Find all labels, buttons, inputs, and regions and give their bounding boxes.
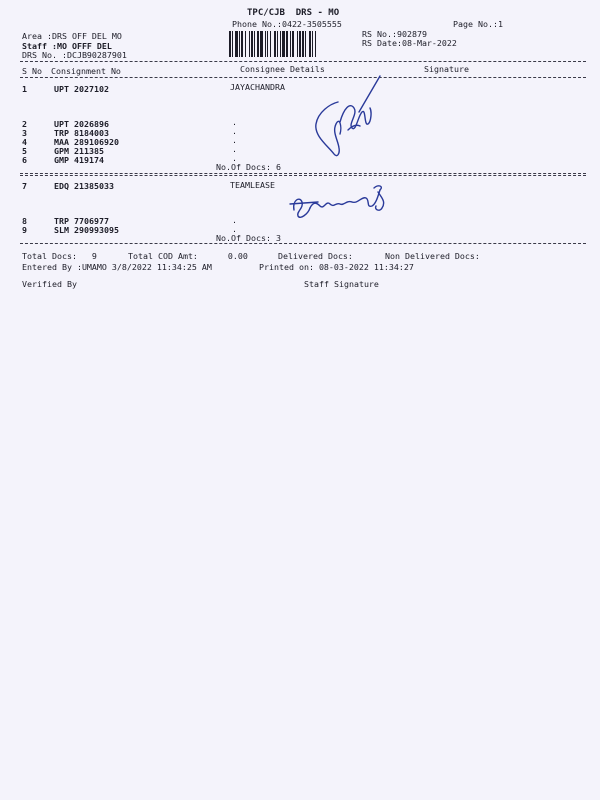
consignee-name: JAYACHANDRA xyxy=(230,82,285,92)
staff-signature: Staff Signature xyxy=(304,279,379,289)
column-consignee: Consignee Details xyxy=(240,64,325,74)
row-consignment: SLM 290993095 xyxy=(54,225,119,235)
row-consignment: UPT 2026896 xyxy=(54,119,109,129)
row-sno: 4 xyxy=(22,137,27,147)
divider-header xyxy=(20,77,586,78)
row-consignment: MAA 289106920 xyxy=(54,137,119,147)
total-docs: Total Docs: 9 xyxy=(22,251,97,261)
row-sno: 1 xyxy=(22,84,27,94)
consignee-dot: . xyxy=(232,117,237,127)
row-sno: 7 xyxy=(22,181,27,191)
staff-label: Staff :MO OFFF DEL xyxy=(22,41,112,51)
printed-on: Printed on: 08-03-2022 11:34:27 xyxy=(259,262,414,272)
delivered-docs: Delivered Docs: xyxy=(278,251,353,261)
divider-totals xyxy=(20,243,586,244)
document-title: TPC/CJB DRS - MO xyxy=(247,8,340,18)
consignee-dot: . xyxy=(232,144,237,154)
row-consignment: GMP 419174 xyxy=(54,155,104,165)
barcode xyxy=(229,31,359,57)
row-sno: 8 xyxy=(22,216,27,226)
row-sno: 9 xyxy=(22,225,27,235)
divider-group xyxy=(20,173,586,174)
consignee-dot: . xyxy=(232,215,237,225)
row-consignment: UPT 2027102 xyxy=(54,84,109,94)
row-sno: 5 xyxy=(22,146,27,156)
group-doc-count: No.Of Docs: 6 xyxy=(216,162,281,172)
page-number: Page No.:1 xyxy=(453,19,503,29)
divider-group xyxy=(20,175,586,176)
column-sno: S No xyxy=(22,66,42,76)
consignee-name: TEAMLEASE xyxy=(230,180,275,190)
consignee-dot: . xyxy=(232,153,237,163)
phone-number: Phone No.:0422-3505555 xyxy=(232,19,342,29)
consignee-dot: . xyxy=(232,135,237,145)
row-consignment: TRP 7706977 xyxy=(54,216,109,226)
verified-by: Verified By xyxy=(22,279,77,289)
non-delivered-docs: Non Delivered Docs: xyxy=(385,251,480,261)
row-consignment: GPM 211385 xyxy=(54,146,104,156)
row-sno: 3 xyxy=(22,128,27,138)
rs-date: RS Date:08-Mar-2022 xyxy=(362,38,457,48)
row-consignment: EDQ 21385033 xyxy=(54,181,114,191)
consignee-dot: . xyxy=(232,126,237,136)
signature-2 xyxy=(286,180,394,222)
row-consignment: TRP 8184003 xyxy=(54,128,109,138)
area-label: Area :DRS OFF DEL MO xyxy=(22,31,122,41)
drs-number: DRS No. :DCJB90287901 xyxy=(22,50,127,60)
column-signature: Signature xyxy=(424,64,469,74)
row-sno: 2 xyxy=(22,119,27,129)
entered-by: Entered By :UMAMO 3/8/2022 11:34:25 AM xyxy=(22,262,212,272)
divider-top xyxy=(20,61,586,62)
column-consignment: Consignment No xyxy=(51,66,121,76)
group-doc-count: No.Of Docs: 3 xyxy=(216,233,281,243)
consignee-dot: . xyxy=(232,224,237,234)
signature-1 xyxy=(312,72,397,162)
total-cod-amount: Total COD Amt: 0.00 xyxy=(128,251,248,261)
row-sno: 6 xyxy=(22,155,27,165)
rs-number: RS No.:902879 xyxy=(362,29,427,39)
